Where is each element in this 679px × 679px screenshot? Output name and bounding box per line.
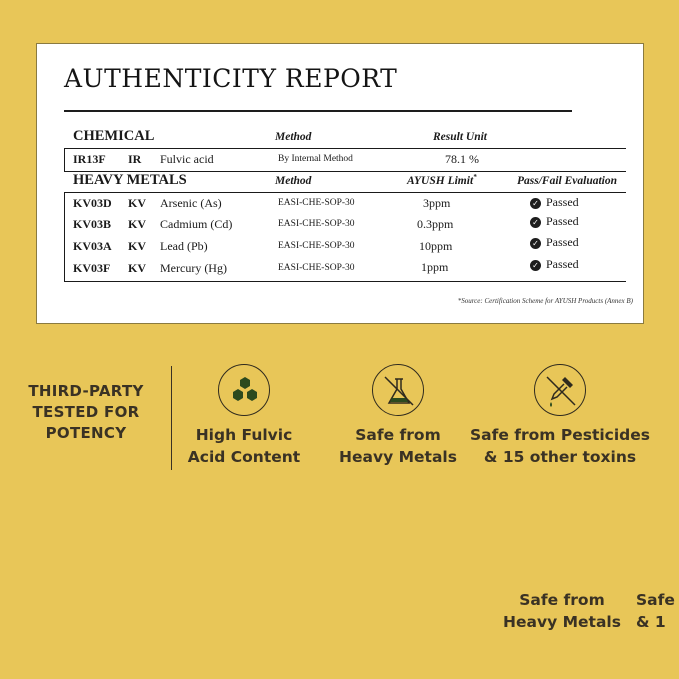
row-code: KV03A — [73, 239, 112, 253]
duplicate-heavy-metals-label: Safe from Heavy Metals — [503, 591, 621, 631]
row-method: EASI-CHE-SOP-30 — [278, 263, 355, 273]
row-status — [530, 235, 579, 250]
row-method: By Internal Method — [278, 154, 353, 164]
chemical-method-header: Method — [275, 131, 312, 143]
chemical-table — [64, 148, 626, 172]
row-limit: 1ppm — [421, 260, 449, 274]
row-type: KV — [128, 217, 146, 231]
row-type: KV — [128, 261, 146, 275]
row-type: KV — [128, 196, 146, 210]
report-footnote: *Source: Certification Scheme for AYUSH Products (Annex B) — [457, 297, 633, 305]
table-row — [65, 151, 626, 173]
feature-high-fulvic-label: High Fulvic Acid Content — [187, 426, 301, 466]
evaluation-header: Pass/Fail Evaluation — [517, 175, 618, 187]
duplicate-truncated-label: Safe & 1 — [636, 591, 675, 631]
check-icon: ✓ — [530, 238, 541, 249]
row-name: Cadmium (Cd) — [160, 217, 233, 231]
row-type: KV — [128, 239, 146, 253]
row-status-label: Passed — [546, 214, 579, 228]
row-method: EASI-CHE-SOP-30 — [278, 241, 355, 251]
row-code: KV03F — [73, 261, 111, 275]
check-icon: ✓ — [530, 217, 541, 228]
row-status-label: Passed — [546, 257, 579, 271]
row-code: KV03D — [73, 196, 112, 210]
ayush-limit-label: AYUSH Limit — [407, 174, 474, 187]
row-result: 78.1 % — [445, 152, 479, 166]
row-status-label: Passed — [546, 235, 579, 249]
row-status — [530, 195, 579, 210]
heavy-metals-method-header: Method — [275, 175, 312, 187]
row-status — [530, 257, 579, 272]
heavy-metals-section-label: HEAVY METALS — [73, 172, 187, 188]
row-limit: 3ppm — [423, 196, 451, 210]
hexagon-cluster-icon — [218, 364, 270, 416]
feature-pesticides-label: Safe from Pesticides & 15 other toxins — [470, 426, 651, 466]
row-code: KV03B — [73, 217, 112, 231]
crossed-flask-icon — [372, 364, 424, 416]
chemical-section-label: CHEMICAL — [73, 128, 155, 144]
third-party-badge: THIRD-PARTY TESTED FOR POTENCY — [28, 382, 144, 442]
title-divider — [64, 110, 572, 112]
table-row — [65, 257, 626, 282]
check-icon: ✓ — [530, 198, 541, 209]
report-title: AUTHENTICITY REPORT — [64, 64, 398, 93]
row-method: EASI-CHE-SOP-30 — [278, 198, 355, 208]
heavy-metals-table — [64, 192, 626, 282]
feature-heavy-metals-label: Safe from Heavy Metals — [339, 426, 457, 466]
ayush-limit-header — [407, 173, 477, 187]
crossed-dropper-icon — [534, 364, 586, 416]
authenticity-report-card — [36, 43, 644, 324]
row-name: Lead (Pb) — [160, 239, 208, 253]
row-limit: 0.3ppm — [417, 217, 454, 231]
row-method: EASI-CHE-SOP-30 — [278, 219, 355, 229]
row-type: IR — [128, 152, 142, 166]
check-icon: ✓ — [530, 260, 541, 271]
row-limit: 10ppm — [419, 239, 453, 253]
ayush-limit-marker: * — [473, 173, 477, 181]
chemical-result-header: Result Unit — [433, 131, 488, 143]
row-name: Mercury (Hg) — [160, 261, 227, 275]
row-name: Arsenic (As) — [160, 196, 222, 210]
row-status-label: Passed — [546, 195, 579, 209]
row-status — [530, 214, 579, 229]
row-code: IR13F — [73, 152, 106, 166]
row-name: Fulvic acid — [160, 152, 214, 166]
badge-divider — [171, 366, 172, 470]
